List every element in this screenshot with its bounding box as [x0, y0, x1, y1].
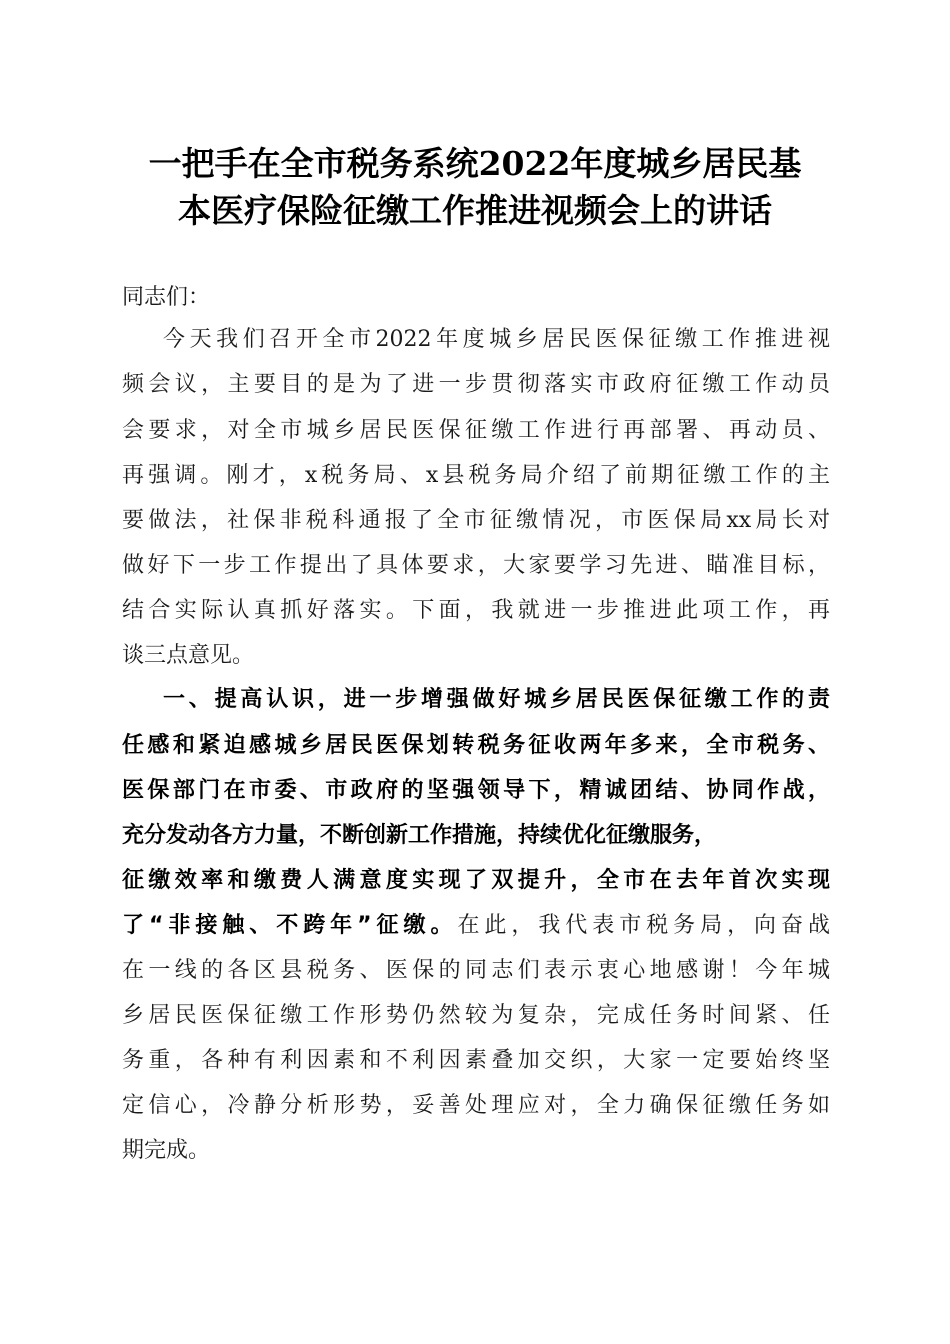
salutation: 同志们： — [122, 285, 211, 310]
paragraph-1-line: 频会议，主要目的是为了进一步贯彻落实市政府征缴工作动员 — [122, 372, 830, 397]
paragraph-2-bold-line: 任感和紧迫感城乡居民医保划转税务征收两年多来，全市税务、 — [122, 733, 830, 758]
paragraph-1-line: 要做法，社保非税科通报了全市征缴情况，市医保局xx局长对 — [122, 508, 830, 533]
paragraph-2-line: 定信心，冷静分析形势，妥善处理应对，全力确保征缴任务如 — [122, 1093, 830, 1118]
paragraph-2-mixed-line — [122, 911, 830, 941]
paragraph-1-line: 会要求，对全市城乡居民医保征缴工作进行再部署、再动员、 — [122, 418, 830, 443]
paragraph-1-line: 谈三点意见。 — [122, 643, 255, 668]
paragraph-2-line: 乡居民医保征缴工作形势仍然较为复杂，完成任务时间紧、任 — [122, 1003, 830, 1028]
paragraph-1-line: 结合实际认真抓好落实。下面，我就进一步推进此项工作，再 — [122, 598, 830, 623]
paragraph-2-bold-line: 一、提高认识，进一步增强做好城乡居民医保征缴工作的责 — [163, 687, 830, 712]
paragraph-1-line: 今天我们召开全市2022年度城乡居民医保征缴工作推进视 — [163, 327, 830, 352]
paragraph-2-line: 在一线的各区县税务、医保的同志们表示衷心地感谢！今年城 — [122, 958, 830, 983]
paragraph-2-line: 期完成。 — [122, 1138, 211, 1163]
paragraph-2-bold-line: 医保部门在市委、市政府的坚强领导下，精诚团结、协同作战， — [122, 778, 830, 803]
paragraph-2-bold-line: 征缴效率和缴费人满意度实现了双提升，全市在去年首次实现 — [122, 868, 830, 893]
paragraph-2-mixed-plain: 在此，我代表市税务局，向奋战 — [457, 913, 830, 938]
paragraph-1-line: 做好下一步工作提出了具体要求，大家要学习先进、瞄准目标， — [122, 553, 830, 578]
document-title-line-1: 一把手在全市税务系统2022年度城乡居民基 — [148, 144, 802, 183]
document-title-line-2: 本医疗保险征缴工作推进视频会上的讲话 — [178, 191, 772, 230]
paragraph-2-bold-line: 充分发动各方力量，不断创新工作措施，持续优化征缴服务， — [122, 823, 717, 848]
paragraph-2-line: 务重，各种有利因素和不利因素叠加交织，大家一定要始终坚 — [122, 1048, 830, 1073]
paragraph-1-line: 再强调。刚才，x税务局、x县税务局介绍了前期征缴工作的主 — [122, 463, 830, 488]
paragraph-2-mixed-bold: 了“非接触、不跨年”征缴。 — [122, 913, 458, 938]
